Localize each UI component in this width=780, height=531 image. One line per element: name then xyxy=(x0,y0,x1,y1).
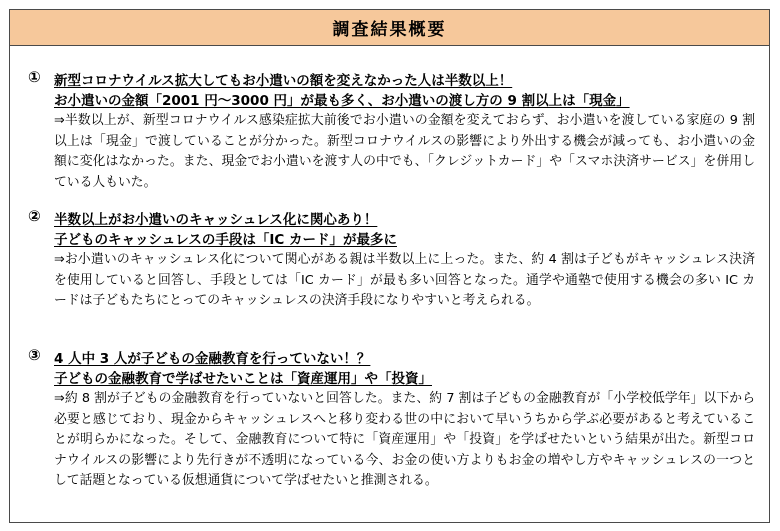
panel-title: 調査結果概要 xyxy=(10,10,769,46)
section-number: ② xyxy=(28,207,41,225)
section-subheading: お小遣いの金額「2001 円～3000 円」が最も多く、お小遣いの渡し方の 9 割以上は「現金」 xyxy=(54,93,630,109)
section-heading: 半数以上がお小遣いのキャッシュレス化に関心あり！ xyxy=(54,212,378,228)
section-heading: 新型コロナウイルス拡大してもお小遣いの額を変えなかった人は半数以上！ xyxy=(54,73,513,89)
section-subheading: 子どもの金融教育で学ばせたいことは「資産運用」や「投資」 xyxy=(54,371,432,387)
section-body: ⇒約 8 割が子どもの金融教育を行っていないと回答した。また、約 7 割は子どもの金融教育が「小学校低学年」以下から必要と感じており、現金からキャッシュレスへと移り変わる世の中において早いうちから学ぶ必要があると考えていることが明らかになった。そして、金融教育について特に「資産運用」や「投資」を学ばせたいという結果が出た。新型コロナウイルスの影響により先行きが不透明になっている今、お金の使い方よりもお金の増やし方やキャッシュレスの一つとして話題となっている仮想通貨について学ばせたいと推測される。 xyxy=(54,391,755,488)
section-heading: 4 人中 3 人が子どもの金融教育を行っていない！？ xyxy=(54,351,371,367)
section-number: ③ xyxy=(28,346,41,364)
section-subheading: 子どものキャッシュレスの手段は「IC カード」が最多に xyxy=(54,232,397,248)
section-body: ⇒半数以上が、新型コロナウイルス感染症拡大前後でお小遣いの金額を変えておらず、お小遣いを渡している家庭の 9 割以上は「現金」で渡していることが分かった。新型コロナウイルスの影響により外出する機会が減っても、お小遣いの金額に変化はなかった。また、現金でお小遣いを渡す人の中でも、「クレジットカード」や「スマホ決済サービス」を併用している人もいた。 xyxy=(54,113,755,190)
summary-panel xyxy=(9,9,770,523)
section-body: ⇒お小遣いのキャッシュレス化について関心がある親は半数以上に上った。また、約 4 割は子どもがキャッシュレス決済を使用していると回答し、手段としては「IC カード」が最も多い回答となった。通学や通塾で使用する機会の多い IC カードは子どもたちにとってのキャッシュレスの決済手段になりやすいと考えられる。 xyxy=(54,252,755,308)
section-number: ① xyxy=(28,68,41,86)
